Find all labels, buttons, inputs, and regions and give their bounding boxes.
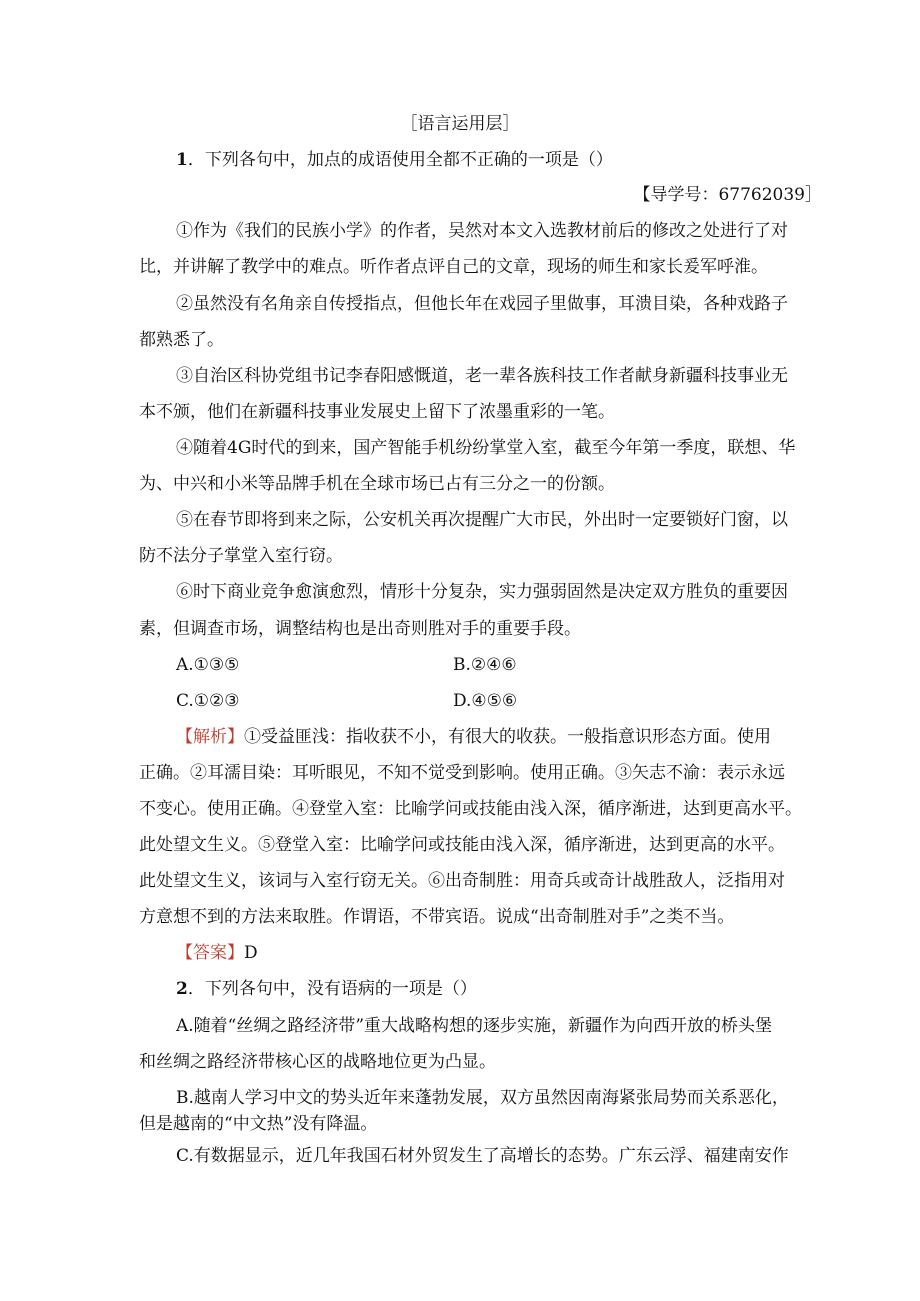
analysis-text-1: ①受益匪浅：指收获不小，有很大的收获。一般指意识形态方面。使用 — [244, 727, 771, 747]
answer-value: D — [244, 943, 258, 963]
q1-analysis-line-6: 方意想不到的方法来取胜。作谓语，不带宾语。说成“出奇制胜对手”之类不当。 — [139, 907, 735, 927]
q2-line-2: 和丝绸之路经济带核心区的战略地位更为凸显。 — [139, 1052, 496, 1072]
doc-number: 【导学号：67762039］ — [633, 185, 822, 205]
q1-analysis-line-1 — [176, 727, 771, 747]
q1-answer — [176, 943, 258, 963]
question-1-number: 1 — [176, 150, 188, 170]
q1-line-1: ①作为《我们的民族小学》的作者，吴然对本文入选教材前后的修改之处进行了对 — [176, 221, 788, 241]
question-2-stem — [176, 979, 477, 999]
q1-line-7: ④随着4G时代的到来，国产智能手机纷纷掌堂入室，截至今年第一季度，联想、华 — [176, 438, 796, 458]
q1-option-d: D.④⑤⑥ — [453, 691, 518, 711]
q1-line-12: 素，但调查市场，调整结构也是出奇则胜对手的重要手段。 — [139, 619, 581, 639]
question-2-stem-text: ．下列各句中，没有语病的一项是（） — [187, 979, 477, 999]
question-1-stem-text: ．下列各句中，加点的成语使用全都不正确的一项是（） — [187, 150, 613, 170]
section-header: ［语言运用层］ — [400, 114, 520, 134]
analysis-label: 【解析】 — [176, 727, 244, 747]
q1-line-8: 为、中兴和小米等品牌手机在全球市场已占有三分之一的份额。 — [139, 474, 615, 494]
q1-line-3: ②虽然没有名角亲自传授指点，但他长年在戏园子里做事，耳溃目染，各种戏路子 — [176, 294, 788, 314]
q1-line-4: 都熟悉了。 — [139, 330, 224, 350]
q1-option-b: B.②④⑥ — [453, 655, 517, 675]
q2-line-1: A.随着“丝绸之路经济带”重大战略构想的逐步实施，新疆作为向西开放的桥头堡 — [176, 1016, 773, 1036]
q1-analysis-line-5: 此处望文生义，该词与入室行窃无关。⑥出奇制胜：用奇兵或奇计战胜敌人，泛指用对 — [139, 871, 785, 891]
q1-line-11: ⑥时下商业竞争愈演愈烈，情形十分复杂，实力强弱固然是决定双方胜负的重要因 — [176, 582, 788, 602]
q1-analysis-line-2: 正确。②耳濡目染：耳听眼见，不知不觉受到影响。使用正确。③矢志不渝：表示永远 — [139, 763, 785, 783]
q2-line-3: B.越南人学习中文的势头近年来蓬勃发展，双方虽然因南海紧张局势而关系恶化， — [176, 1088, 789, 1108]
q1-option-a: A.①③⑤ — [176, 655, 240, 675]
q1-analysis-line-3: 不变心。使用正确。④登堂入室：比喻学问或技能由浅入深，循序渐进，达到更高水平。 — [139, 799, 802, 819]
question-2-number: 2 — [176, 979, 188, 999]
q1-analysis-line-4: 此处望文生义。⑤登堂入室：比喻学问或技能由浅入深，循序渐进，达到更高的水平。 — [139, 835, 785, 855]
q1-line-6: 本不颁，他们在新疆科技事业发展史上留下了浓墨重彩的一笔。 — [139, 402, 615, 422]
q2-line-5: C.有数据显示，近几年我国石材外贸发生了高增长的态势。广东云浮、福建南安作 — [176, 1146, 789, 1166]
q1-option-c: C.①②③ — [176, 691, 240, 711]
q1-line-5: ③自治区科协党组书记李春阳感慨道，老一辈各族科技工作者献身新疆科技事业无 — [176, 366, 788, 386]
q1-line-9: ⑤在春节即将到来之际，公安机关再次提醒广大市民，外出时一定要锁好门窗，以 — [176, 510, 788, 530]
q2-line-4: 但是越南的“中文热”没有降温。 — [139, 1114, 378, 1134]
answer-label: 【答案】 — [176, 943, 244, 963]
q1-line-2: 比，并讲解了教学中的难点。听作者点评自己的文章，现场的师生和家长爰军呼淮。 — [139, 257, 768, 277]
q1-line-10: 防不法分子掌堂入室行窃。 — [139, 546, 343, 566]
question-1-stem — [176, 150, 613, 170]
